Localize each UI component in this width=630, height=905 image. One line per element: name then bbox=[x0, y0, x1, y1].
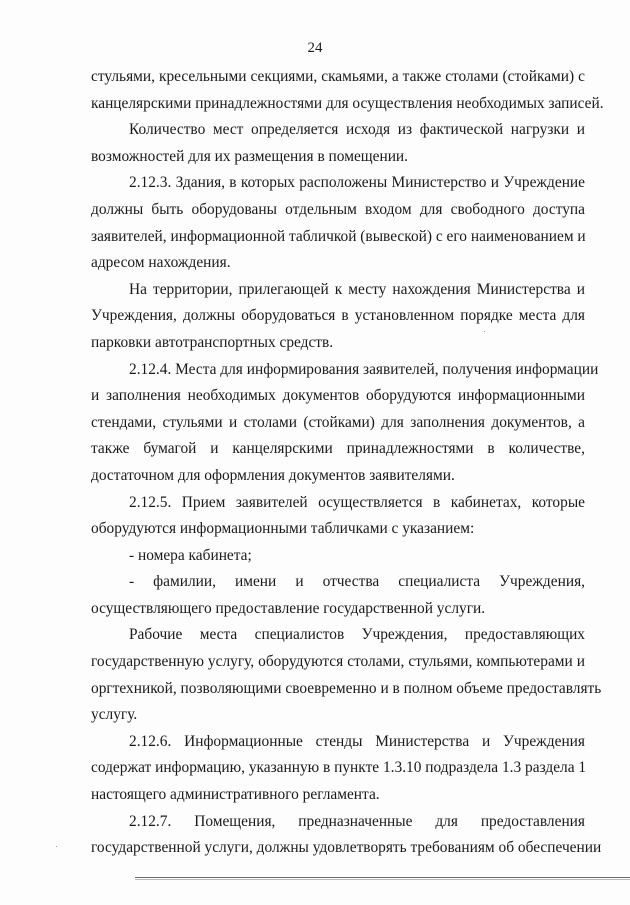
scan-edge-line bbox=[135, 879, 630, 880]
text-line-content: оборудуются информационными табличками с указанием: bbox=[91, 520, 475, 538]
paragraph bbox=[91, 809, 602, 862]
text-line bbox=[91, 809, 585, 836]
text-line-content: должны быть оборудованы отдельным входом для свободного доступа bbox=[91, 200, 585, 218]
text-line bbox=[91, 144, 585, 171]
text-line bbox=[91, 569, 585, 596]
text-line-content: На территории, прилегающей к месту нахождения Министерства и bbox=[129, 280, 585, 298]
paragraph bbox=[91, 117, 585, 170]
text-line-content: стендами, стульями и столами (стойками) для заполнения документов, а bbox=[91, 413, 585, 431]
text-line-content: - фамилии, имени и отчества специалиста Учреждения, bbox=[129, 573, 585, 591]
paragraph bbox=[91, 277, 585, 357]
text-line-content: государственную услугу, оборудуются столами, стульями, компьютерами и bbox=[91, 653, 585, 671]
text-line-content: 2.12.7. Помещения, предназначенные для предоставления bbox=[129, 812, 585, 830]
text-line-content: достаточном для оформления документов заявителями. bbox=[91, 466, 455, 484]
text-line bbox=[91, 170, 585, 197]
text-line bbox=[91, 64, 585, 91]
text-line bbox=[91, 463, 585, 490]
paragraph bbox=[91, 729, 585, 809]
text-line-content: содержат информацию, указанную в пункте 1.3.10 подраздела 1.3 раздела 1 bbox=[91, 759, 587, 777]
text-line-content: и заполнения необходимых документов оборудуются информационными bbox=[91, 387, 585, 405]
text-line bbox=[91, 755, 585, 782]
document-body bbox=[91, 64, 604, 862]
paragraph bbox=[91, 170, 585, 276]
text-line bbox=[91, 596, 585, 623]
list-item bbox=[91, 569, 585, 622]
text-line bbox=[91, 197, 585, 224]
text-line-content: канцелярскими принадлежностями для осуществления необходимых записей. bbox=[91, 94, 604, 112]
text-line-content: - номера кабинета; bbox=[129, 546, 252, 564]
text-line-content: 2.12.5. Прием заявителей осуществляется в кабинетах, которые bbox=[129, 493, 585, 511]
paragraph bbox=[91, 490, 585, 543]
text-line bbox=[91, 516, 585, 543]
text-line bbox=[91, 729, 585, 756]
text-line bbox=[91, 224, 585, 251]
text-line-content: Количество мест определяется исходя из фактической нагрузки и bbox=[129, 121, 585, 139]
text-line bbox=[91, 330, 585, 357]
paragraph bbox=[91, 622, 602, 728]
text-line bbox=[91, 490, 585, 517]
text-line bbox=[91, 303, 585, 330]
paragraph bbox=[91, 357, 599, 490]
text-line bbox=[91, 543, 585, 570]
scan-speck bbox=[484, 331, 485, 332]
text-line-content: парковки автотранспортных средств. bbox=[91, 333, 334, 351]
paragraph bbox=[91, 64, 604, 117]
text-line-content: заявителей, информационной табличкой (вывеской) с его наименованием и bbox=[91, 227, 586, 245]
scan-speck bbox=[56, 846, 57, 847]
text-line-content: государственной услуги, должны удовлетворять требованиям об обеспечении bbox=[91, 839, 602, 857]
text-line bbox=[91, 117, 585, 144]
text-line-content: 2.12.3. Здания, в которых расположены Министерство и Учреждение bbox=[129, 174, 585, 192]
text-line bbox=[91, 782, 585, 809]
text-line-content: осуществляющего предоставление государственной услуги. bbox=[91, 599, 486, 617]
text-line bbox=[91, 91, 604, 118]
text-line-content: услугу. bbox=[91, 706, 138, 724]
text-line-content: Учреждения, должны оборудоваться в установленном порядке места для bbox=[91, 307, 585, 325]
text-line bbox=[91, 383, 585, 410]
text-line bbox=[91, 649, 585, 676]
text-line-content: 2.12.6. Информационные стенды Министерства и Учреждения bbox=[129, 732, 585, 750]
text-line-content: возможностей для их размещения в помещении. bbox=[91, 147, 409, 165]
scan-edge-line bbox=[135, 877, 630, 878]
text-line-content: также бумагой и канцелярскими принадлежностями в количестве, bbox=[91, 440, 585, 458]
text-line bbox=[91, 436, 585, 463]
text-line-content: настоящего административного регламента. bbox=[91, 786, 380, 804]
text-line bbox=[91, 250, 585, 277]
text-line-content: оргтехникой, позволяющими своевременно и в полном объеме предоставлять bbox=[91, 679, 602, 697]
text-line bbox=[91, 277, 585, 304]
text-line bbox=[91, 702, 585, 729]
text-line bbox=[91, 622, 585, 649]
text-line-content: 2.12.4. Места для информирования заявителей, получения информации bbox=[129, 360, 599, 378]
text-line bbox=[91, 676, 602, 703]
text-line-content: стульями, кресельными секциями, скамьями, а также столами (стойками) с bbox=[91, 68, 585, 85]
text-line bbox=[91, 835, 602, 862]
text-line bbox=[91, 357, 599, 384]
list-item bbox=[91, 543, 585, 570]
text-line-content: Рабочие места специалистов Учреждения, предоставляющих bbox=[129, 626, 585, 644]
text-line bbox=[91, 410, 585, 437]
text-line-content: адресом нахождения. bbox=[91, 254, 231, 272]
page-number: 24 bbox=[307, 40, 323, 56]
